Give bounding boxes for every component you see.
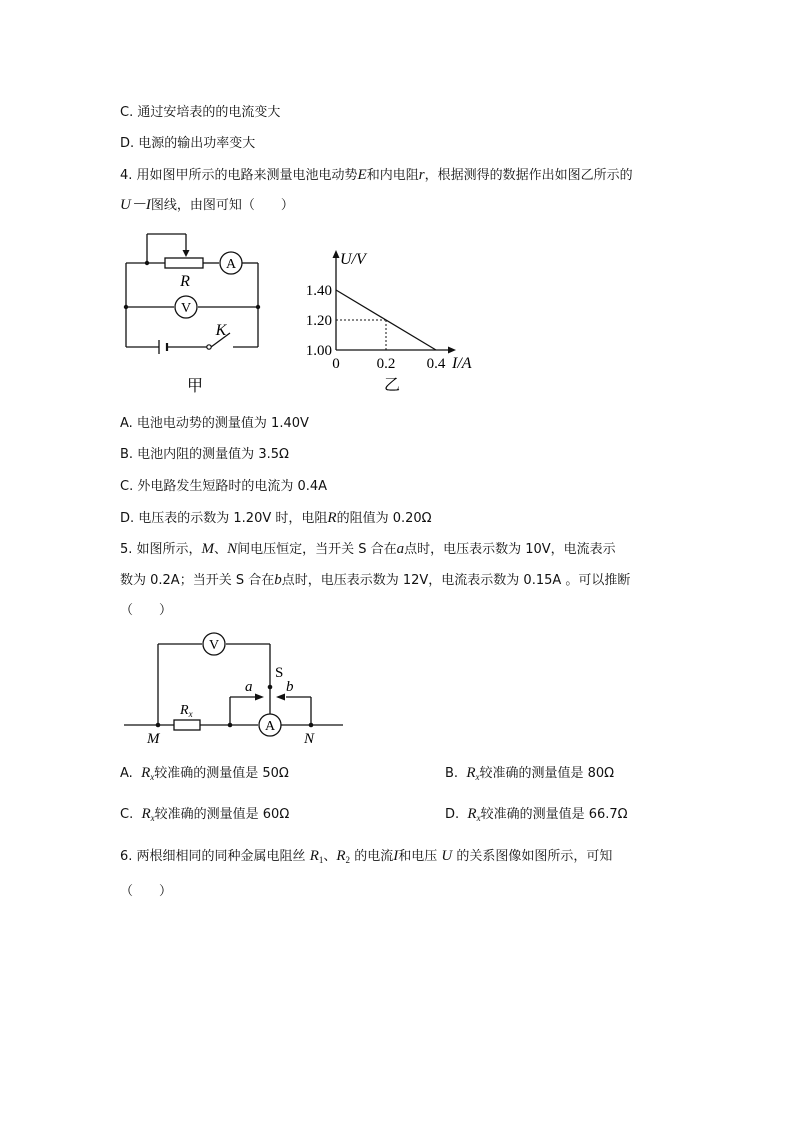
q4-y-tick-label: 1.20: [305, 313, 332, 329]
q5-option-d-symbol: [467, 806, 480, 822]
q5-option-a-symbol: [141, 765, 154, 781]
q5-label-s: S: [275, 665, 284, 681]
q5-rx-r: R: [141, 806, 151, 822]
q4-label-ammeter: A: [225, 257, 237, 272]
q4-option-d: [120, 509, 432, 528]
q5-option-a-prefix: A.: [120, 766, 133, 781]
q5-rx-r: R: [466, 765, 476, 781]
q4-label-k: K: [215, 322, 227, 339]
q5-option-b: [445, 764, 614, 786]
q4-option-b: B. 电池内阻的测量值为 3.5Ω: [120, 447, 289, 462]
q5-circuit-diagram: [118, 630, 348, 750]
q5-option-c-symbol: [141, 806, 154, 822]
q6-r2-r: R: [336, 848, 346, 864]
q5-symbol-a: a: [396, 541, 405, 557]
q4-option-a: A. 电池电动势的测量值为 1.40V: [120, 416, 309, 431]
q4-ui-graph: [290, 238, 500, 398]
q5-option-a: [120, 764, 289, 786]
q5-option-c: [120, 805, 289, 827]
q5-option-d-prefix: D.: [445, 807, 460, 822]
q6-stem-line2: （ ）: [120, 884, 173, 899]
prev-option-c: C. 通过安培表的的电流变大: [120, 105, 281, 120]
q4-text: 4. 用如图甲所示的电路来测量电池电动势: [120, 168, 358, 183]
q5-stem-line1: [120, 540, 616, 559]
q4-x-tick-label: 0.2: [376, 356, 396, 372]
q5-text: 数为 0.2A；当开关 S 合在: [120, 573, 275, 588]
q4-circuit-diagram: [115, 225, 275, 400]
q4-option-c: C. 外电路发生短路时的电流为 0.4A: [120, 479, 328, 494]
q5-stem-line2: [120, 571, 630, 590]
q5-label-rx: [179, 703, 193, 719]
q4-y-tick-label: 1.00: [305, 343, 332, 359]
q5-option-a-text: 较准确的测量值是 50Ω: [154, 766, 289, 781]
q4-text: ，根据测得的数据作出如图乙所示的: [424, 168, 633, 183]
prev-option-d: D. 电源的输出功率变大: [120, 136, 256, 151]
q6-text: 6. 两根细相同的同种金属电阻丝: [120, 849, 306, 864]
q5-symbol-m: M: [201, 541, 215, 557]
q6-stem-line1: [120, 847, 612, 869]
q5-rx-sub: x: [150, 813, 155, 823]
q5-rx-sub: x: [476, 813, 481, 823]
q4-x-tick-label: 0.4: [426, 356, 446, 372]
q5-label-b: b: [286, 679, 294, 695]
q4-y-axis-label: U/V: [340, 251, 366, 268]
q5-text: 5. 如图所示，: [120, 542, 202, 557]
q5-rx-sub: x: [475, 772, 480, 782]
q5-option-c-text: 较准确的测量值是 60Ω: [154, 807, 290, 822]
q5-rx-r: R: [467, 806, 477, 822]
q5-label-n: N: [304, 731, 315, 747]
q4-option-d-text: D. 电压表的示数为 1.20V 时，电阻: [120, 511, 328, 526]
q6-symbol-r2: [336, 848, 350, 864]
q4-stem-line1: [120, 166, 633, 185]
q5-stem-line3: （ ）: [120, 603, 173, 618]
q5-text: 、: [214, 542, 228, 557]
q4-label-voltmeter: V: [180, 301, 192, 316]
q4-option-d-text: 的阻值为 0.20Ω: [336, 511, 432, 526]
q5-label-rx-sub: x: [188, 709, 193, 719]
q4-x-axis-label: I/A: [452, 355, 472, 372]
q5-option-d: [445, 805, 628, 827]
q6-symbol-i: I: [393, 848, 399, 864]
q6-symbol-u: U: [441, 848, 453, 864]
q5-text: 间电压恒定，当开关 S 合在: [237, 542, 397, 557]
q4-symbol-e: E: [357, 167, 367, 183]
q6-r1-sub: 1: [318, 855, 324, 865]
q6-r2-sub: 2: [345, 855, 351, 865]
q5-label-ammeter: A: [264, 719, 276, 734]
q4-caption-yi: 乙: [383, 375, 401, 394]
q6-text: 和电压: [398, 849, 438, 864]
q5-label-m: M: [147, 731, 160, 747]
q4-x-tick-label: 0: [332, 356, 340, 372]
q5-option-d-text: 较准确的测量值是 66.7Ω: [480, 807, 628, 822]
q4-y-tick-label: 1.40: [305, 283, 332, 299]
q6-r1-r: R: [309, 848, 319, 864]
q4-text: 和内电阻: [366, 168, 419, 183]
q5-symbol-b: b: [274, 572, 282, 588]
q5-option-c-prefix: C.: [120, 807, 134, 822]
q5-rx-r: R: [141, 765, 151, 781]
q6-symbol-r1: [310, 848, 324, 864]
q4-caption-jia: 甲: [186, 376, 204, 395]
q5-rx-sub: x: [150, 772, 155, 782]
q5-label-rx-r: R: [180, 703, 189, 718]
q4-symbol-ui: U－I: [120, 197, 151, 213]
q5-text: 点时，电压表示数为 12V，电流表示数为 0.15A 。可以推断: [281, 573, 631, 588]
q5-label-a: a: [245, 679, 253, 695]
q5-option-b-text: 较准确的测量值是 80Ω: [479, 766, 615, 781]
q5-option-b-symbol: [466, 765, 479, 781]
q6-text: 、: [323, 849, 337, 864]
q5-label-voltmeter: V: [208, 638, 220, 653]
q4-stem-line2: [120, 196, 294, 215]
q6-text: 的电流: [354, 849, 394, 864]
q5-text: 点时，电压表示数为 10V，电流表示: [404, 542, 616, 557]
q4-option-d-symbol-r: R: [327, 510, 337, 526]
q4-symbol-r: r: [418, 167, 425, 183]
q4-label-r: R: [180, 273, 190, 290]
q5-symbol-n: N: [227, 541, 238, 557]
q6-text: 的关系图像如图所示，可知: [456, 849, 613, 864]
q4-text: 图线，由图可知（ ）: [150, 198, 294, 213]
q5-option-b-prefix: B.: [445, 766, 459, 781]
